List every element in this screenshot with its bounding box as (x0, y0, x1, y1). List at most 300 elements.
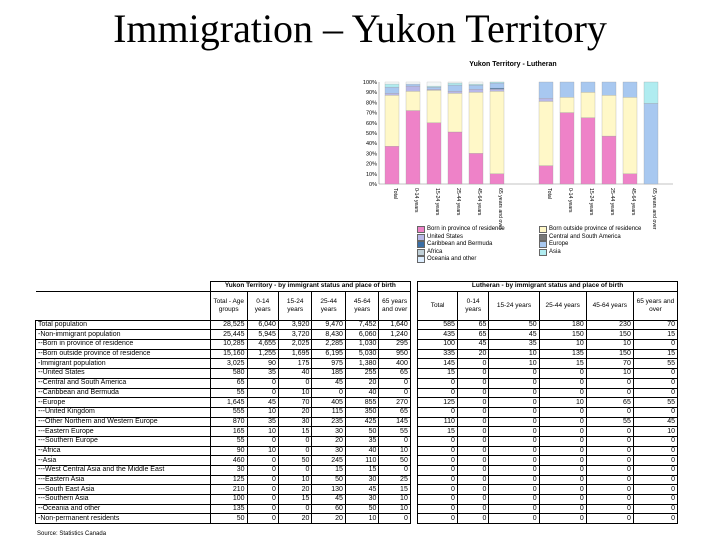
row-label: --Born in province of residence (36, 340, 211, 350)
y-tick-label: 60% (365, 120, 377, 127)
table-cell: 15 (633, 330, 677, 340)
legend-item (417, 256, 539, 264)
table-cell: 1,645 (210, 398, 247, 408)
table-cell: 870 (210, 417, 247, 427)
row-label: ---West Central Asia and the Middle East (36, 466, 211, 476)
table-cell: 35 (489, 340, 539, 350)
table-cell: 10 (633, 427, 677, 437)
table-cell: 100 (210, 495, 247, 505)
table-cell: 0 (586, 407, 633, 417)
legend-swatch (417, 249, 425, 256)
table-cell: 0 (379, 436, 410, 446)
table-cell: 4,655 (247, 340, 278, 350)
column-gap (410, 456, 417, 466)
table-cell: 0 (418, 504, 458, 514)
table-corner-cell (36, 291, 211, 320)
table-cell: 0 (633, 407, 677, 417)
table-cell: 0 (278, 436, 312, 446)
table-cell: 20 (312, 436, 346, 446)
table-cell: 30 (345, 495, 379, 505)
table-cell: 270 (379, 398, 410, 408)
table-cell: 0 (457, 504, 488, 514)
table-cell: 0 (457, 378, 488, 388)
table-cell: 230 (586, 320, 633, 330)
table-cell: 0 (586, 456, 633, 466)
table-cell: 975 (312, 359, 346, 369)
table-cell: 28,525 (210, 320, 247, 330)
table-cell: 3,720 (278, 330, 312, 340)
table-cell: 0 (418, 388, 458, 398)
column-header: 15-24 years (278, 291, 312, 320)
table-cell: 335 (418, 349, 458, 359)
table-cell: 0 (539, 466, 586, 476)
x-tick-label: 65 years and over (497, 188, 503, 230)
table-cell: 135 (539, 349, 586, 359)
table-cell: 0 (489, 446, 539, 456)
table-row (36, 407, 678, 417)
table-row (36, 369, 678, 379)
table-cell: 165 (210, 427, 247, 437)
table-cell: 150 (539, 330, 586, 340)
table-cell: 0 (457, 369, 488, 379)
table-cell: 0 (539, 456, 586, 466)
table-row (36, 466, 678, 476)
table-cell: 0 (278, 504, 312, 514)
table-cell: 30 (345, 475, 379, 485)
table-cell: 0 (247, 378, 278, 388)
column-gap (410, 398, 417, 408)
table-cell: 0 (586, 378, 633, 388)
table-cell: 135 (210, 504, 247, 514)
bar-segment (539, 98, 553, 101)
y-tick-label: 70% (365, 110, 377, 117)
table-cell: 20 (457, 349, 488, 359)
table-cell: 10 (539, 340, 586, 350)
table-cell: 40 (278, 369, 312, 379)
column-header: 45-64 years (345, 291, 379, 320)
table-cell: 10 (586, 340, 633, 350)
x-tick-label: 25-44 years (609, 188, 615, 216)
table-row (36, 340, 678, 350)
table-cell: 255 (345, 369, 379, 379)
table-cell: 855 (345, 398, 379, 408)
bar-segment (406, 84, 420, 86)
table-cell: 30 (312, 446, 346, 456)
bar-segment (490, 174, 504, 184)
column-header: 25-44 years (539, 291, 586, 320)
table-cell: 0 (379, 514, 410, 524)
bar-segment (448, 83, 462, 85)
column-gap (410, 446, 417, 456)
table-cell: 0 (278, 466, 312, 476)
table-cell: 45 (457, 340, 488, 350)
bar-remainder (469, 82, 483, 84)
table-cell: 0 (489, 378, 539, 388)
table-cell: 0 (457, 436, 488, 446)
table-cell: 0 (489, 466, 539, 476)
column-gap (410, 320, 417, 330)
table-cell: 0 (539, 369, 586, 379)
table-cell: 0 (457, 427, 488, 437)
column-header: 45-64 years (586, 291, 633, 320)
table-cell: 10 (247, 446, 278, 456)
table-row (36, 456, 678, 466)
table-cell: 65 (586, 398, 633, 408)
table-cell: 65 (457, 330, 488, 340)
table-cell: 55 (633, 398, 677, 408)
column-gap (410, 359, 417, 369)
row-label: --Caribbean and Bermuda (36, 388, 211, 398)
x-tick-label: Total (392, 188, 398, 199)
legend-swatch (417, 234, 425, 241)
legend-label: Central and South America (549, 233, 621, 240)
bar-segment (490, 82, 504, 83)
table-cell: 0 (586, 495, 633, 505)
table-cell: 0 (418, 475, 458, 485)
table-cell: 1,030 (345, 340, 379, 350)
left-table-title: Yukon Territory - by immigrant status and place of birth (210, 282, 410, 292)
legend-label: Caribbean and Bermuda (427, 241, 493, 247)
legend-item (539, 234, 661, 242)
row-label: ---Eastern Europe (36, 427, 211, 437)
table-cell: 0 (247, 388, 278, 398)
bar-segment (427, 123, 441, 184)
chart-legend (417, 226, 675, 264)
legend-label: Europe (549, 241, 569, 247)
table-cell: 50 (379, 456, 410, 466)
table-cell: 30 (210, 466, 247, 476)
column-gap (410, 495, 417, 505)
x-tick-label: 15-24 years (434, 188, 440, 216)
table-cell: 6,195 (312, 349, 346, 359)
table-cell: 115 (312, 407, 346, 417)
table-cell: 30 (278, 417, 312, 427)
table-cell: 0 (247, 466, 278, 476)
row-label: --Asia (36, 456, 211, 466)
bar-segment (602, 95, 616, 136)
table-cell: 0 (586, 475, 633, 485)
data-table-container (35, 281, 678, 524)
table-cell: 0 (489, 456, 539, 466)
table-cell: 0 (489, 388, 539, 398)
row-label: ---Other Northern and Western Europe (36, 417, 211, 427)
table-cell: 0 (633, 456, 677, 466)
table-cell: 145 (418, 359, 458, 369)
y-tick-label: 80% (365, 100, 377, 107)
bar-segment (581, 92, 595, 118)
column-gap (410, 378, 417, 388)
x-tick-label: 65 years and over (651, 188, 657, 230)
table-cell: 0 (418, 485, 458, 495)
bar-segment (490, 83, 504, 88)
table-cell: 580 (210, 369, 247, 379)
row-label: --Central and South America (36, 378, 211, 388)
bar-segment (644, 103, 658, 184)
table-cell: 1,640 (379, 320, 410, 330)
table-cell: 5,945 (247, 330, 278, 340)
table-cell: 3,025 (210, 359, 247, 369)
table-cell: 0 (457, 446, 488, 456)
legend-label: Born outside province of residence (549, 226, 642, 232)
table-cell: 0 (457, 495, 488, 505)
table-cell: 400 (379, 359, 410, 369)
table-cell: 15 (379, 485, 410, 495)
table-cell: 1,240 (379, 330, 410, 340)
bar-segment (385, 87, 399, 93)
table-cell: 0 (633, 369, 677, 379)
table-header-row (36, 291, 678, 320)
row-label: ---Eastern Asia (36, 475, 211, 485)
table-cell: 0 (539, 378, 586, 388)
table-cell: 65 (457, 320, 488, 330)
y-tick-label: 40% (365, 141, 377, 148)
table-cell: 20 (278, 514, 312, 524)
y-tick-label: 10% (365, 171, 377, 178)
bar-segment (539, 166, 553, 184)
column-gap (410, 388, 417, 398)
table-cell: 50 (489, 320, 539, 330)
column-gap (410, 330, 417, 340)
row-label: ---United Kingdom (36, 407, 211, 417)
row-label: -Immigrant population (36, 359, 211, 369)
table-cell: 50 (278, 456, 312, 466)
column-gap (410, 466, 417, 476)
table-cell: 0 (586, 466, 633, 476)
column-gap (410, 514, 417, 524)
table-cell: 0 (633, 340, 677, 350)
bar-segment (406, 111, 420, 184)
table-cell: 0 (633, 495, 677, 505)
table-cell: 435 (418, 330, 458, 340)
legend-label: Oceania and other (427, 256, 477, 262)
legend-swatch (417, 256, 425, 263)
table-cell: 15 (418, 427, 458, 437)
table-cell: 15 (345, 466, 379, 476)
legend-label: Asia (549, 248, 561, 255)
bar-segment (469, 84, 483, 85)
table-cell: 9,470 (312, 320, 346, 330)
table-cell: 15 (278, 495, 312, 505)
legend-item (539, 226, 661, 234)
legend-label: Born in province of residence (427, 226, 505, 232)
table-cell: 210 (210, 485, 247, 495)
table-cell: 0 (457, 514, 488, 524)
chart-title: Yukon Territory - Lutheran (469, 61, 557, 68)
column-header: 65 years and over (633, 291, 677, 320)
table-row (36, 475, 678, 485)
table-cell: 55 (379, 427, 410, 437)
table-cell: 15,160 (210, 349, 247, 359)
x-tick-label: Total (546, 188, 552, 199)
bar-segment (623, 82, 637, 97)
table-cell: 15 (312, 466, 346, 476)
table-cell: 45 (312, 495, 346, 505)
table-cell: 175 (278, 359, 312, 369)
row-label: ---South East Asia (36, 485, 211, 495)
table-cell: 0 (457, 388, 488, 398)
table-cell: 0 (539, 475, 586, 485)
table-cell: 130 (312, 485, 346, 495)
bar-segment (644, 82, 658, 103)
table-cell: 55 (210, 388, 247, 398)
legend-item (539, 249, 661, 257)
table-cell: 10 (278, 475, 312, 485)
table-cell: 50 (345, 504, 379, 514)
bar-segment (448, 91, 462, 93)
bar-remainder (427, 82, 441, 86)
x-tick-label: 45-64 years (630, 188, 636, 216)
table-cell: 0 (586, 504, 633, 514)
column-header: Total - Age groups (210, 291, 247, 320)
table-cell: 20 (312, 514, 346, 524)
source-note: Source: Statistics Canada (37, 531, 107, 537)
table-cell: 0 (586, 514, 633, 524)
table-cell: 0 (489, 417, 539, 427)
table-cell: 15 (278, 427, 312, 437)
bar-segment (602, 136, 616, 184)
table-cell: 0 (457, 456, 488, 466)
table-cell: 425 (345, 417, 379, 427)
table-cell: 0 (633, 388, 677, 398)
y-tick-label: 30% (365, 151, 377, 158)
table-cell: 0 (539, 495, 586, 505)
table-cell: 0 (247, 485, 278, 495)
column-gap (410, 417, 417, 427)
x-tick-label: 45-64 years (476, 188, 482, 216)
table-cell: 0 (539, 485, 586, 495)
column-gap (410, 369, 417, 379)
bar-segment (385, 146, 399, 184)
table-cell: 0 (539, 388, 586, 398)
table-cell: 10 (379, 504, 410, 514)
table-cell: 8,430 (312, 330, 346, 340)
table-cell: 145 (379, 417, 410, 427)
table-row (36, 514, 678, 524)
table-cell: 110 (418, 417, 458, 427)
table-cell: 25 (379, 475, 410, 485)
table-cell: 0 (418, 495, 458, 505)
bar-segment (581, 82, 595, 92)
table-cell: 0 (489, 504, 539, 514)
table-cell: 0 (247, 436, 278, 446)
table-cell: 0 (539, 446, 586, 456)
column-gap (410, 407, 417, 417)
table-cell: 125 (418, 398, 458, 408)
row-label: Total population (36, 320, 211, 330)
bar-segment (385, 93, 399, 95)
legend-item (539, 241, 661, 249)
legend-label: Africa (427, 248, 443, 255)
table-cell: 15 (633, 349, 677, 359)
table-cell: 10 (247, 427, 278, 437)
table-cell: 0 (418, 436, 458, 446)
immigration-table (35, 281, 678, 524)
table-cell: 0 (379, 388, 410, 398)
table-row (36, 349, 678, 359)
table-cell: 0 (418, 466, 458, 476)
table-cell: 0 (539, 504, 586, 514)
table-cell: 0 (489, 369, 539, 379)
table-cell: 0 (489, 427, 539, 437)
legend-item (417, 226, 539, 234)
legend-item (417, 249, 539, 257)
legend-swatch (417, 226, 425, 233)
table-cell: 50 (210, 514, 247, 524)
table-cell: 0 (457, 475, 488, 485)
table-cell: 35 (345, 436, 379, 446)
table-cell: 65 (210, 378, 247, 388)
column-header: 25-44 years (312, 291, 346, 320)
bar-segment (427, 87, 441, 89)
table-cell: 90 (210, 446, 247, 456)
bar-segment (469, 89, 483, 92)
table-cell: 10 (586, 369, 633, 379)
table-cell: 10 (247, 407, 278, 417)
row-label: -Non-immigrant population (36, 330, 211, 340)
column-gap (410, 485, 417, 495)
bar-segment (406, 91, 420, 110)
bar-segment (602, 82, 616, 95)
table-cell: 10 (278, 388, 312, 398)
table-cell: 35 (247, 369, 278, 379)
table-cell: 0 (489, 436, 539, 446)
bar-segment (427, 89, 441, 90)
table-cell: 0 (633, 475, 677, 485)
x-tick-label: 25-44 years (455, 188, 461, 216)
table-cell: 40 (345, 388, 379, 398)
bar-segment (448, 85, 462, 91)
table-cell: 20 (278, 407, 312, 417)
x-tick-label: 0-14 years (413, 188, 419, 213)
bar-segment (469, 153, 483, 184)
table-corner-cell (36, 282, 211, 292)
table-cell: 45 (247, 398, 278, 408)
table-cell: 150 (586, 349, 633, 359)
legend-swatch (417, 241, 425, 248)
table-cell: 405 (312, 398, 346, 408)
table-cell: 0 (586, 485, 633, 495)
table-cell: 585 (418, 320, 458, 330)
stacked-bar-chart (357, 56, 675, 270)
row-label: -Non-permanent residents (36, 514, 211, 524)
table-cell: 10 (345, 514, 379, 524)
table-cell: 0 (247, 514, 278, 524)
table-cell: 10 (539, 398, 586, 408)
bar-segment (539, 101, 553, 165)
table-cell: 50 (345, 427, 379, 437)
table-cell: 0 (457, 398, 488, 408)
table-cell: 0 (457, 417, 488, 427)
column-header: Total (418, 291, 458, 320)
bar-remainder (406, 82, 420, 84)
table-cell: 50 (312, 475, 346, 485)
column-gap (410, 349, 417, 359)
table-cell: 10 (379, 495, 410, 505)
table-cell: 55 (210, 436, 247, 446)
table-cell: 0 (247, 475, 278, 485)
column-gap (410, 291, 417, 320)
table-cell: 100 (418, 340, 458, 350)
y-tick-label: 0% (369, 182, 377, 188)
table-row (36, 495, 678, 505)
table-cell: 0 (633, 514, 677, 524)
table-cell: 70 (633, 320, 677, 330)
bar-segment (490, 91, 504, 174)
table-cell: 0 (489, 495, 539, 505)
bar-segment (539, 82, 553, 98)
table-cell: 150 (586, 330, 633, 340)
bar-segment (427, 86, 441, 87)
